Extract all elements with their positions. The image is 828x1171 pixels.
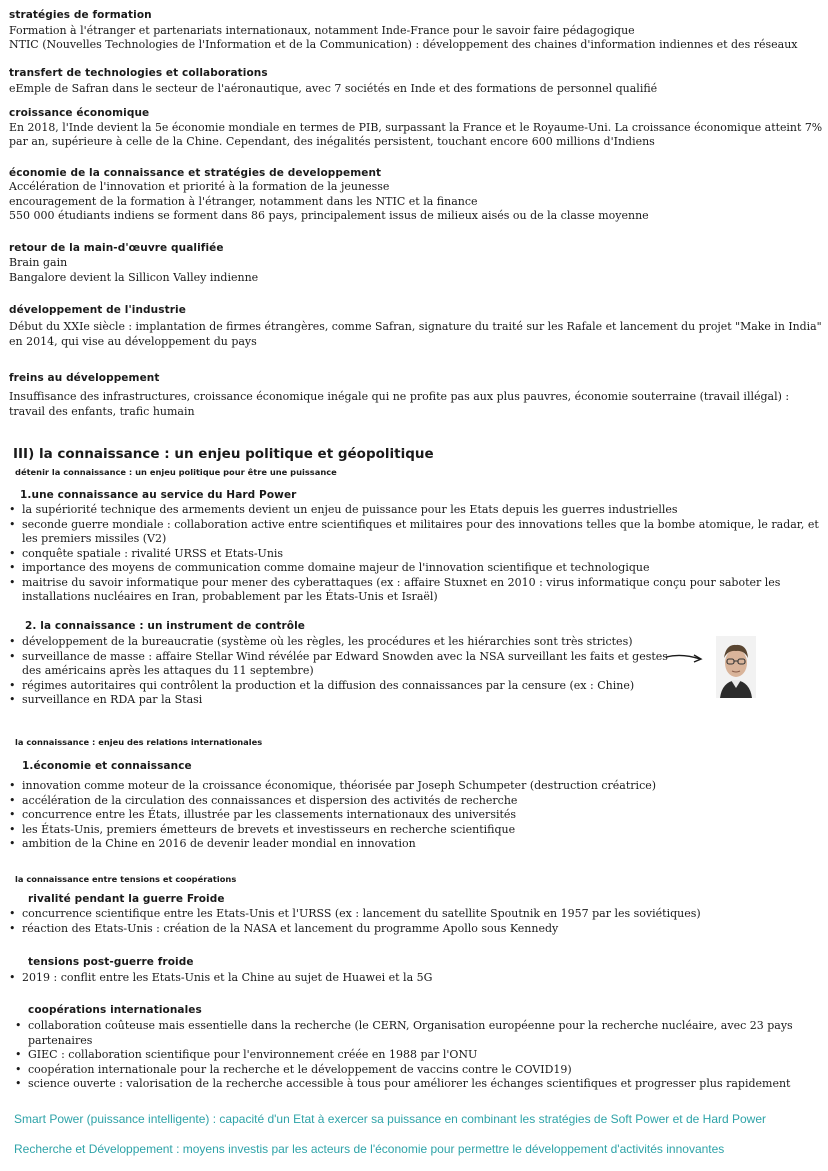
list-cooperations xyxy=(14,1019,793,1092)
list-item: • coopération internationale pour la recherche et le développement de vaccins contre le COVID19) xyxy=(14,1063,793,1078)
list-economie xyxy=(8,779,656,852)
part-subtitle: détenir la connaissance : un enjeu politique pour être une puissance xyxy=(15,467,337,477)
heading-guerre-froide: rivalité pendant la guerre Froide xyxy=(28,893,225,905)
list-item: • régimes autoritaires qui contrôlent la production et la diffusion des connaissances par la censure (ex : Chine) xyxy=(8,679,668,694)
text-line: Bangalore devient la Sillicon Valley indienne xyxy=(9,271,259,284)
list-item: installations nucléaires en Iran, probablement par les États-Unis et Israël) xyxy=(22,590,438,603)
text-line: Brain gain xyxy=(9,256,68,269)
list-item: • surveillance de masse : affaire Stellar Wind révélée par Edward Snowden avec la NSA surveillant les faits et gestes xyxy=(8,650,668,665)
list-item: les premiers missiles (V2) xyxy=(22,532,167,545)
heading-economie-connaissance: économie de la connaissance et stratégies de developpement xyxy=(9,167,382,179)
text-line: 550 000 étudiants indiens se forment dans 86 pays, principalement issus de milieux aisés ou de la classe moyenne xyxy=(9,209,649,222)
text-line: par an, supérieure à celle de la Chine. Cependant, des inégalités persistent, touchant encore 600 millions d'Indiens xyxy=(9,135,655,148)
list-item: • 2019 : conflit entre les Etats-Unis et la Chine au sujet de Huawei et la 5G xyxy=(8,971,432,986)
tensions-subtitle: la connaissance entre tensions et coopérations xyxy=(15,874,237,884)
heading-retour-main-oeuvre: retour de la main-d'œuvre qualifiée xyxy=(9,242,224,254)
heading-cooperations: coopérations internationales xyxy=(28,1004,202,1016)
text-line: Formation à l'étranger et partenariats internationaux, notamment Inde-France pour le savoir faire pédagogique xyxy=(9,24,635,37)
list-item: • concurrence entre les États, illustrée par les classements internationaux des universités xyxy=(8,808,656,823)
heading-freins-developpement: freins au développement xyxy=(9,372,160,384)
list-item: • ambition de la Chine en 2016 de devenir leader mondial en innovation xyxy=(8,837,656,852)
heading-post-guerre-froide: tensions post-guerre froide xyxy=(28,956,194,968)
heading-hard-power: 1.une connaissance au service du Hard Power xyxy=(20,489,297,501)
heading-developpement-industrie: développement de l'industrie xyxy=(9,304,186,316)
list-item: • maitrise du savoir informatique pour mener des cyberattaques (ex : affaire Stuxnet en 2010 : virus informatique conçu pour saboter les xyxy=(8,576,819,591)
list-guerre-froide xyxy=(8,907,701,936)
list-item: • surveillance en RDA par la Stasi xyxy=(8,693,668,708)
definition-smart-power: Smart Power (puissance intelligente) : capacité d'un Etat à exercer sa puissance en combinant les stratégies de Soft Power et de Hard Power xyxy=(14,1112,767,1126)
heading-transfert-technologies: transfert de technologies et collaborations xyxy=(9,67,268,79)
text-line: Insuffisance des infrastructures, croissance économique inégale qui ne profite pas aux plus pauvres, économie souterraine (travail illégal) : xyxy=(9,390,790,403)
list-item: • science ouverte : valorisation de la recherche accessible à tous pour améliorer les échanges scientifiques et progresser plus rapidement xyxy=(14,1077,793,1092)
list-item: • seconde guerre mondiale : collaboration active entre scientifiques et militaires pour des innovations telles que la bombe atomique, le radar, et xyxy=(8,518,819,533)
list-item: • accélération de la circulation des connaissances et dispersion des activités de recherche xyxy=(8,794,656,809)
heading-strategies-formation: stratégies de formation xyxy=(9,9,152,21)
list-item: des américains après les attaques du 11 septembre) xyxy=(22,664,314,677)
heading-croissance-economique: croissance économique xyxy=(9,107,150,119)
list-item: • réaction des Etats-Unis : création de la NASA et lancement du programme Apollo sous Kennedy xyxy=(8,922,701,937)
text-line: encouragement de la formation à l'étranger, notamment dans les NTIC et la finance xyxy=(9,195,478,208)
list-item: • les États-Unis, premiers émetteurs de brevets et investisseurs en recherche scientifique xyxy=(8,823,656,838)
list-item: • GIEC : collaboration scientifique pour l'environnement créée en 1988 par l'ONU xyxy=(14,1048,793,1063)
heading-instrument-controle: 2. la connaissance : un instrument de contrôle xyxy=(25,620,306,632)
list-hard-power xyxy=(8,503,819,605)
heading-economie-et-connaissance: 1.économie et connaissance xyxy=(22,760,192,772)
list-item: • développement de la bureaucratie (système où les règles, les procédures et les hiérarchies sont très strictes) xyxy=(8,635,668,650)
list-item: • importance des moyens de communication comme domaine majeur de l'innovation scientifique et technologique xyxy=(8,561,819,576)
text-line: eEmple de Safran dans le secteur de l'aéronautique, avec 7 sociétés en Inde et des formations de personnel qualifié xyxy=(9,82,658,95)
list-item: • innovation comme moteur de la croissance économique, théorisée par Joseph Schumpeter (destruction créatrice) xyxy=(8,779,656,794)
list-item: • la supériorité technique des armements devient un enjeu de puissance pour les Etats depuis les guerres industrielles xyxy=(8,503,819,518)
relations-subtitle: la connaissance : enjeu des relations internationales xyxy=(15,737,263,747)
text-line: en 2014, qui vise au développement du pays xyxy=(9,335,257,348)
list-controle xyxy=(8,635,668,708)
text-line: Accélération de l'innovation et priorité à la formation de la jeunesse xyxy=(9,180,390,193)
portrait-photo xyxy=(716,636,756,698)
part-title: III) la connaissance : un enjeu politique et géopolitique xyxy=(13,446,434,462)
arrow-right-icon xyxy=(664,651,704,665)
text-line: En 2018, l'Inde devient la 5e économie mondiale en termes de PIB, surpassant la France et le Royaume-Uni. La croissance économique atteint 7% xyxy=(9,121,823,134)
list-item: • concurrence scientifique entre les Etats-Unis et l'URSS (ex : lancement du satellite Spoutnik en 1957 par les soviétiques) xyxy=(8,907,701,922)
list-item: • conquête spatiale : rivalité URSS et Etats-Unis xyxy=(8,547,819,562)
text-line: NTIC (Nouvelles Technologies de l'Information et de la Communication) : développement des chaines d'information indiennes et des réseaux xyxy=(9,38,798,51)
list-item: • collaboration coûteuse mais essentielle dans la recherche (le CERN, Organisation européenne pour la recherche nucléaire, avec 23 pays xyxy=(14,1019,793,1034)
text-line: travail des enfants, trafic humain xyxy=(9,405,195,418)
definition-recherche-developpement: Recherche et Développement : moyens investis par les acteurs de l'économie pour permettre le développement d'activités innovantes xyxy=(14,1142,725,1156)
list-post-guerre xyxy=(8,971,432,986)
text-line: Début du XXIe siècle : implantation de firmes étrangères, comme Safran, signature du traité sur les Rafale et lancement du projet "Make in India" xyxy=(9,320,822,333)
list-item: partenaires xyxy=(28,1033,93,1047)
